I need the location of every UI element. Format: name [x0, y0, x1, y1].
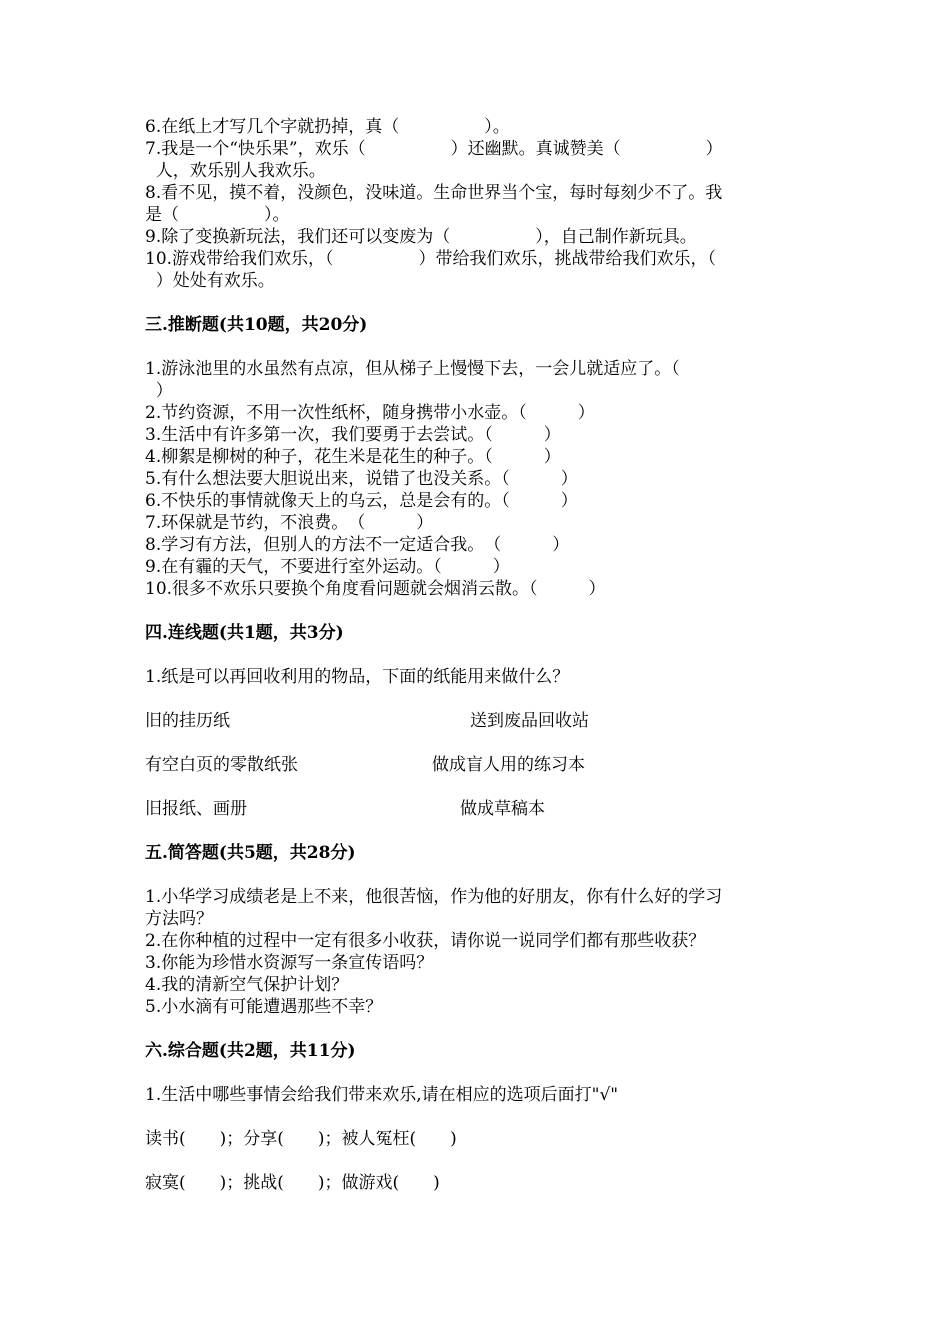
checkbox-row: 寂寞( )；挑战( )；做游戏( ) — [145, 1173, 440, 1193]
matching-left-item: 旧的挂历纸 — [145, 711, 230, 731]
checkbox-row: 读书( )；分享( )；被人冤枉( ) — [145, 1129, 457, 1149]
fill-blank-item-7-cont: 人，欢乐别人我欢乐。 — [145, 161, 326, 181]
short-answer-item: 3.你能为珍惜水资源写一条宣传语吗？ — [145, 953, 434, 973]
fill-blank-item-8: 8.看不见，摸不着，没颜色，没味道。生命世界当个宝，每时每刻少不了。我 — [145, 183, 723, 203]
section-4-title: 四.连线题(共1题，共3分) — [145, 623, 344, 643]
judge-item: 10.很多不欢乐只要换个角度看问题就会烟消云散。（ ） — [145, 579, 606, 599]
judge-item: 9.在有霾的天气，不要进行室外运动。（ ） — [145, 557, 510, 577]
fill-blank-item-9: 9.除了变换新玩法，我们还可以变废为（ ），自己制作新玩具。 — [145, 227, 697, 247]
matching-question: 1.纸是可以再回收利用的物品，下面的纸能用来做什么？ — [145, 667, 570, 687]
fill-blank-item-10: 10.游戏带给我们欢乐，（ ）带给我们欢乐，挑战带给我们欢乐，（ — [145, 249, 717, 269]
section-5-title: 五.简答题(共5题，共28分) — [145, 843, 356, 863]
short-answer-item: 方法吗？ — [145, 909, 213, 929]
short-answer-item: 1.小华学习成绩老是上不来，他很苦恼，作为他的好朋友，你有什么好的学习 — [145, 887, 723, 907]
judge-item: 6.不快乐的事情就像天上的乌云，总是会有的。（ ） — [145, 491, 578, 511]
short-answer-item: 5.小水滴有可能遭遇那些不幸？ — [145, 997, 383, 1017]
judge-item: 5.有什么想法要大胆说出来，说错了也没关系。（ ） — [145, 469, 578, 489]
comprehensive-question: 1.生活中哪些事情会给我们带来欢乐,请在相应的选项后面打"√" — [145, 1085, 619, 1105]
judge-item: 1.游泳池里的水虽然有点凉，但从梯子上慢慢下去，一会儿就适应了。（ — [145, 359, 680, 379]
short-answer-item: 2.在你种植的过程中一定有很多小收获，请你说一说同学们都有那些收获？ — [145, 931, 706, 951]
fill-blank-item-6: 6.在纸上才写几个字就扔掉，真（ ）。 — [145, 117, 510, 137]
short-answer-item: 4.我的清新空气保护计划？ — [145, 975, 349, 995]
judge-item: 3.生活中有许多第一次，我们要勇于去尝试。（ ） — [145, 425, 561, 445]
section-6-title: 六.综合题(共2题，共11分) — [145, 1041, 356, 1061]
section-3-title: 三.推断题(共10题，共20分) — [145, 315, 368, 335]
judge-item: 7.环保就是节约，不浪费。 （ ） — [145, 513, 434, 533]
matching-right-item: 做成盲人用的练习本 — [432, 755, 585, 775]
judge-item: 8.学习有方法，但别人的方法不一定适合我。 （ ） — [145, 535, 570, 555]
fill-blank-item-7: 7.我是一个“快乐果”，欢乐（ ）还幽默。真诚赞美（ ） — [145, 139, 723, 159]
matching-right-item: 送到废品回收站 — [470, 711, 589, 731]
judge-item: ） — [145, 381, 173, 401]
fill-blank-item-10-cont: ）处处有欢乐。 — [145, 271, 275, 291]
matching-left-item: 有空白页的零散纸张 — [145, 755, 298, 775]
matching-right-item: 做成草稿本 — [460, 799, 545, 819]
judge-item: 2.节约资源，不用一次性纸杯，随身携带小水壶。（ ） — [145, 403, 595, 423]
fill-blank-item-8-cont: 是（ ）。 — [145, 205, 290, 225]
judge-item: 4.柳絮是柳树的种子，花生米是花生的种子。（ ） — [145, 447, 561, 467]
matching-left-item: 旧报纸、画册 — [145, 799, 247, 819]
